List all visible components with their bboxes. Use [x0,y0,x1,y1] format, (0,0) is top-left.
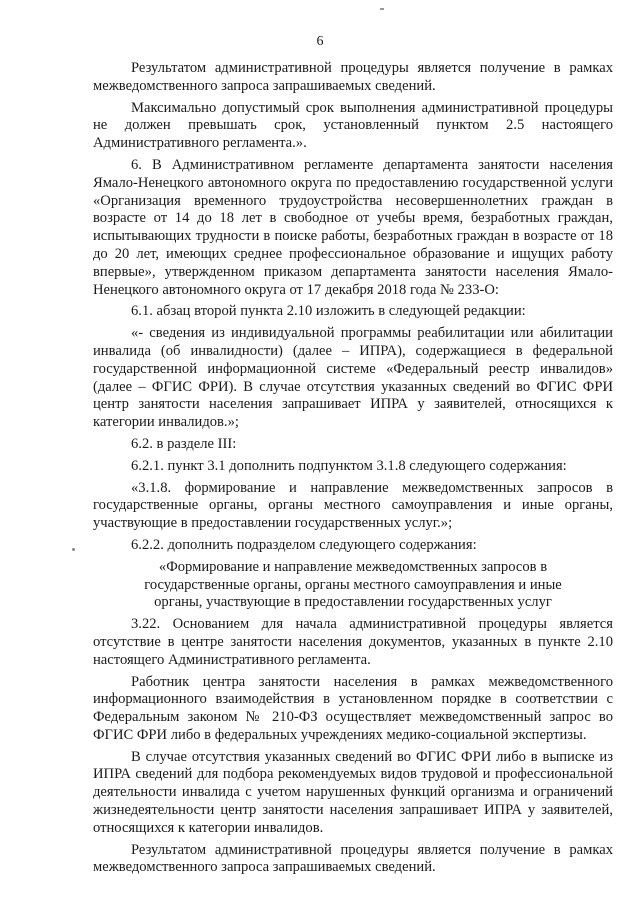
paragraph-item-6-2-2: 6.2.2. дополнить подразделом следующего содержания: [131,536,477,553]
paragraph-quote-3-1-8: «3.1.8. формирование и направление межведомственных запросов в государственные органы, органы местного самоуправления и иные органы, участвующие в предоставлении государственных услуг.»; [93,479,613,532]
paragraph-item-6-1: 6.1. абзац второй пункта 2.10 изложить в следующей редакции: [131,303,526,320]
page-number: 6 [316,34,324,49]
paragraph-deadline: Максимально допустимый срок выполнения административной процедуры не должен превышать срок, установленный пунктом 2.5 настоящего Административного регламента.». [93,99,613,152]
paragraph-result: Результатом административной процедуры является получение в рамках межведомственного запроса запрашиваемых сведений. [93,60,613,94]
paragraph-result-final: Результатом административной процедуры является получение в рамках межведомственного запроса запрашиваемых сведений. [93,841,613,876]
paragraph-item-6-2-1: 6.2.1. пункт 3.1 дополнить подпунктом 3.1.8 следующего содержания: [131,457,567,474]
scan-mark [380,8,384,10]
paragraph-3-22: 3.22. Основанием для начала административной процедуры является отсутствие в центре занятости населения документов, указанных в пункте 2.10 настоящего Административного регламента. [93,616,613,668]
paragraph-worker: Работник центра занятости населения в рамках межведомственного информационного взаимодействия в установленном порядке в соответствии с Федеральным законом № 210-ФЗ осуществляет межведомственный запрос во ФГИС ФРИ либо в федеральных учреждениях медико-социальной экспертизы. [93,673,613,743]
paragraph-quote-ipra: «- сведения из индивидуальной программы реабилитации или абилитации инвалида (об инвалидности) (далее – ИПРА), содержащиеся в федеральной государственной информационной системе «Федеральный реестр инвалидов» (далее – ФГИС ФРИ). В случае отсутствия указанных сведений во ФГИС ФРИ центр занятости населения запрашивает ИПРА у заявителей, относящихся к категории инвалидов.»; [93,325,613,431]
paragraph-item-6-2: 6.2. в разделе III: [131,435,237,452]
document-body [93,60,613,877]
paragraph-absence: В случае отсутствия указанных сведений во ФГИС ФРИ либо в выписке из ИПРА сведений для подбора рекомендуемых видов трудовой и профессиональной деятельности инвалида с учетом нарушенных функций организма и ограничений жизнедеятельности центр занятости населения запрашивает ИПРА у заявителей, относящихся к категории инвалидов. [93,748,613,836]
subsection-title: «Формирование и направление межведомственных запросов в государственные органы, органы местного самоуправления и иные органы, участвующие в предоставлении государственных услуг [144,558,562,611]
paragraph-item-6: 6. В Административном регламенте департамента занятости населения Ямало-Ненецкого автономного округа по предоставлению государственной услуги «Организация временного трудоустройства несовершеннолетних граждан в возрасте от 14 до 18 лет в свободное от учебы время, безработных граждан, испытывающих трудности в поиске работы, безработных граждан в возрасте от 18 до 20 лет, имеющих среднее профессиональное образование и ищущих работу впервые», утвержденном приказом департамента занятости населения Ямало-Ненецкого автономного округа от 17 декабря 2018 года № 233-О: [93,156,613,298]
scan-dot [72,548,75,551]
